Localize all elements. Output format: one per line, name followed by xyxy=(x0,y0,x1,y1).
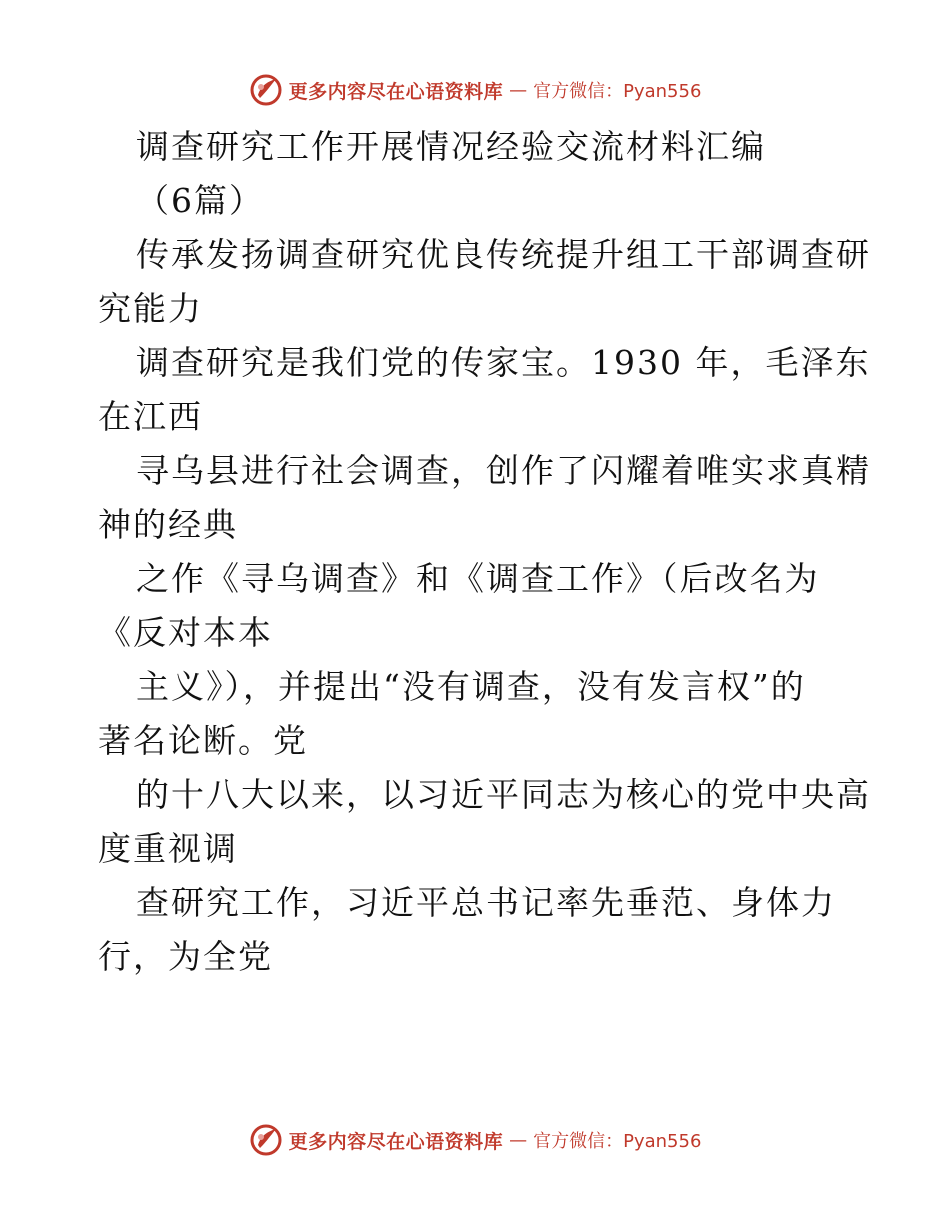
footer-watermark-banner xyxy=(0,1120,950,1160)
paragraph-line: 在江西 xyxy=(98,397,203,436)
banner-slogan: 更多内容尽在心语资料库 xyxy=(288,80,504,103)
section-heading-line: 究能力 xyxy=(98,289,203,328)
banner-separator: — xyxy=(509,1129,528,1151)
header-watermark-banner xyxy=(0,70,950,110)
paragraph-line: 之作《寻乌调查》和《调查工作》（后改名为 xyxy=(136,559,820,598)
paragraph-line: 行，为全党 xyxy=(98,937,273,976)
paragraph-line: 度重视调 xyxy=(98,829,238,868)
banner-wechat: 官方微信：Pyan556 xyxy=(533,1131,702,1152)
banner-separator: — xyxy=(509,79,528,101)
section-heading-line: 传承发扬调查研究优良传统提升组工干部调查研 xyxy=(136,235,871,274)
document-body xyxy=(98,120,871,984)
brand-logo-icon xyxy=(249,73,283,107)
banner-slogan: 更多内容尽在心语资料库 xyxy=(288,1130,504,1153)
paragraph-line: 查研究工作，习近平总书记率先垂范、身体力 xyxy=(136,883,836,922)
document-subtitle: （6篇） xyxy=(136,181,264,220)
brand-logo-icon xyxy=(249,1123,283,1157)
paragraph-line: 主义》），并提出“没有调查，没有发言权”的 xyxy=(136,667,806,706)
banner-wechat: 官方微信：Pyan556 xyxy=(533,81,702,102)
paragraph-line: 神的经典 xyxy=(98,505,238,544)
paragraph-line: 著名论断。党 xyxy=(98,721,308,760)
paragraph-line: 的十八大以来，以习近平同志为核心的党中央高 xyxy=(136,775,871,814)
paragraph-line: 《反对本本 xyxy=(98,613,273,652)
paragraph-line: 寻乌县进行社会调查，创作了闪耀着唯实求真精 xyxy=(136,451,871,490)
paragraph-line: 调查研究是我们党的传家宝。1930 年，毛泽东 xyxy=(136,343,871,382)
document-title: 调查研究工作开展情况经验交流材料汇编 xyxy=(136,127,766,166)
